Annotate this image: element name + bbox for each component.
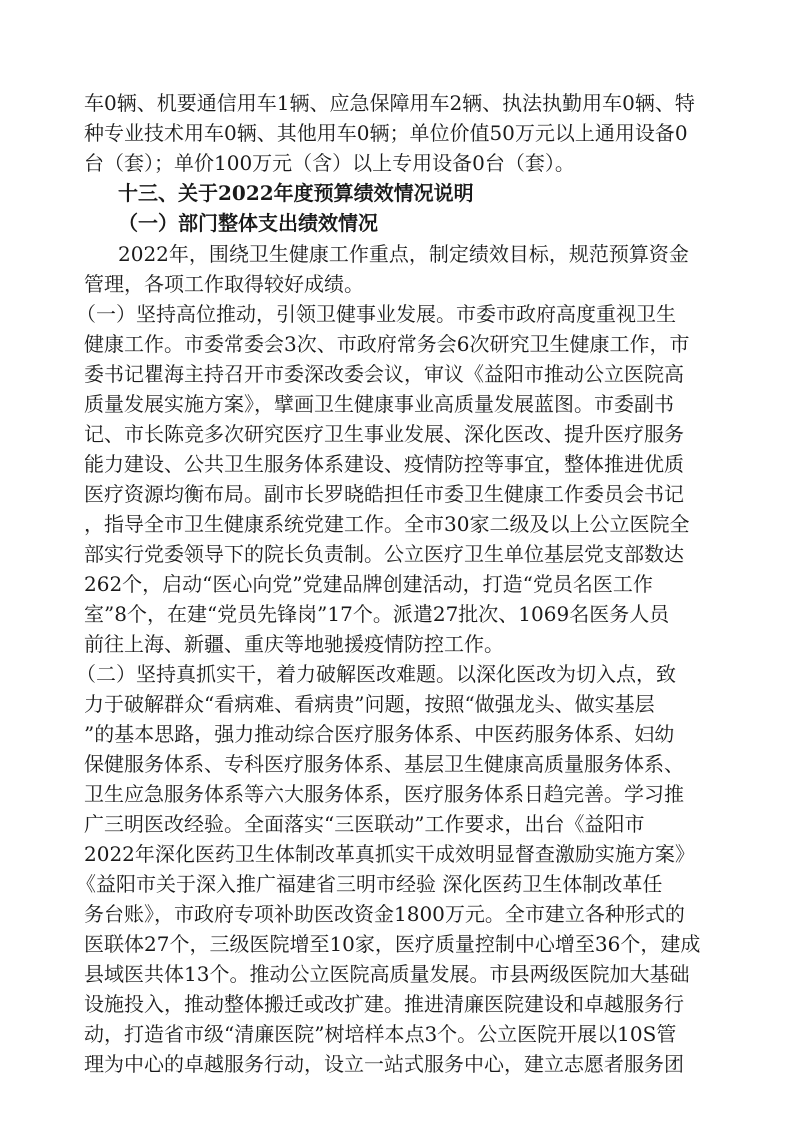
text-line-12: 记、市长陈竞多次研究医疗卫生事业发展、深化医改、提升医疗服务	[84, 422, 684, 446]
text-line-21: 力于破解群众“看病难、看病贵”问题，按照“做强龙头、做实基层	[84, 692, 655, 716]
section-heading: 十三、关于2022年度预算绩效情况说明	[118, 181, 474, 205]
text-line-15: ，指导全市卫生健康系统党建工作。全市30家二级及以上公立医院全	[84, 512, 690, 536]
subsection-heading: （一）部门整体支出绩效情况	[118, 211, 378, 235]
text-line-9: 健康工作。市委常委会3次、市政府常务会6次研究卫生健康工作，市	[84, 332, 690, 356]
text-line-16: 部实行党委领导下的院长负责制。公立医疗卫生单位基层党支部数达	[84, 542, 684, 566]
text-line-13: 能力建设、公共卫生服务体系建设、疫情防控等事宜，整体推进优质	[84, 452, 684, 476]
text-line-2: 种专业技术用车0辆、其他用车0辆；单位价值50万元以上通用设备0	[84, 121, 688, 145]
text-line-3: 台（套）；单价100万元（含）以上专用设备0台（套）。	[84, 151, 575, 175]
text-line-10: 委书记瞿海主持召开市委深改委会议，审议《益阳市推动公立医院高	[84, 362, 684, 386]
text-line-1: 车0辆、机要通信用车1辆、应急保障用车2辆、执法执勤用车0辆、特	[84, 91, 695, 115]
text-line-18: 室”8个，在建“党员先锋岗”17个。派遣27批次、1069名医务人员	[84, 602, 670, 626]
text-line-11: 质量发展实施方案》，擘画卫生健康事业高质量发展蓝图。市委副书	[84, 392, 674, 416]
text-line-17: 262个，启动“医心向党”党建品牌创建活动，打造“党员名医工作	[84, 572, 653, 596]
text-line-7: 管理，各项工作取得较好成绩。	[84, 272, 364, 296]
text-line-33: 理为中心的卓越服务行动，设立一站式服务中心，建立志愿者服务团	[84, 1052, 684, 1076]
text-line-29: 医联体27个，三级医院增至10家，医疗质量控制中心增至36个，建成	[84, 932, 701, 956]
text-line-27: 《益阳市关于深入推广福建省三明市经验 深化医药卫生体制改革任	[76, 872, 663, 896]
text-line-26: 2022年深化医药卫生体制改革真抓实干成效明显督查激励实施方案》	[84, 842, 695, 866]
text-line-30: 县域医共体13个。推动公立医院高质量发展。市县两级医院加大基础	[84, 962, 690, 986]
text-line-8: （一）坚持高位推动，引领卫健事业发展。市委市政府高度重视卫生	[76, 302, 676, 326]
text-line-24: 卫生应急服务体系等六大服务体系，医疗服务体系日趋完善。学习推	[84, 782, 684, 806]
text-line-31: 设施投入，推动整体搬迁或改扩建。推进清廉医院建设和卓越服务行	[84, 992, 684, 1016]
text-line-22: ”的基本思路，强力推动综合医疗服务体系、中医药服务体系、妇幼	[84, 722, 675, 746]
text-line-6: 2022年，围绕卫生健康工作重点，制定绩效目标，规范预算资金	[118, 242, 689, 266]
text-line-25: 广三明医改经验。全面落实“三医联动”工作要求，出台《益阳市	[84, 812, 645, 836]
text-line-19: 前往上海、新疆、重庆等地驰援疫情防控工作。	[84, 632, 504, 656]
text-line-14: 医疗资源均衡布局。副市长罗晓皓担任市委卫生健康工作委员会书记	[84, 482, 684, 506]
text-line-23: 保健服务体系、专科医疗服务体系、基层卫生健康高质量服务体系、	[84, 752, 684, 776]
text-line-28: 务台账》，市政府专项补助医改资金1800万元。全市建立各种形式的	[84, 902, 685, 926]
text-line-32: 动，打造省市级“清廉医院”树培样本点3个。公立医院开展以10S管	[84, 1022, 677, 1046]
text-line-20: （二）坚持真抓实干，着力破解医改难题。以深化医改为切入点，致	[76, 662, 676, 686]
